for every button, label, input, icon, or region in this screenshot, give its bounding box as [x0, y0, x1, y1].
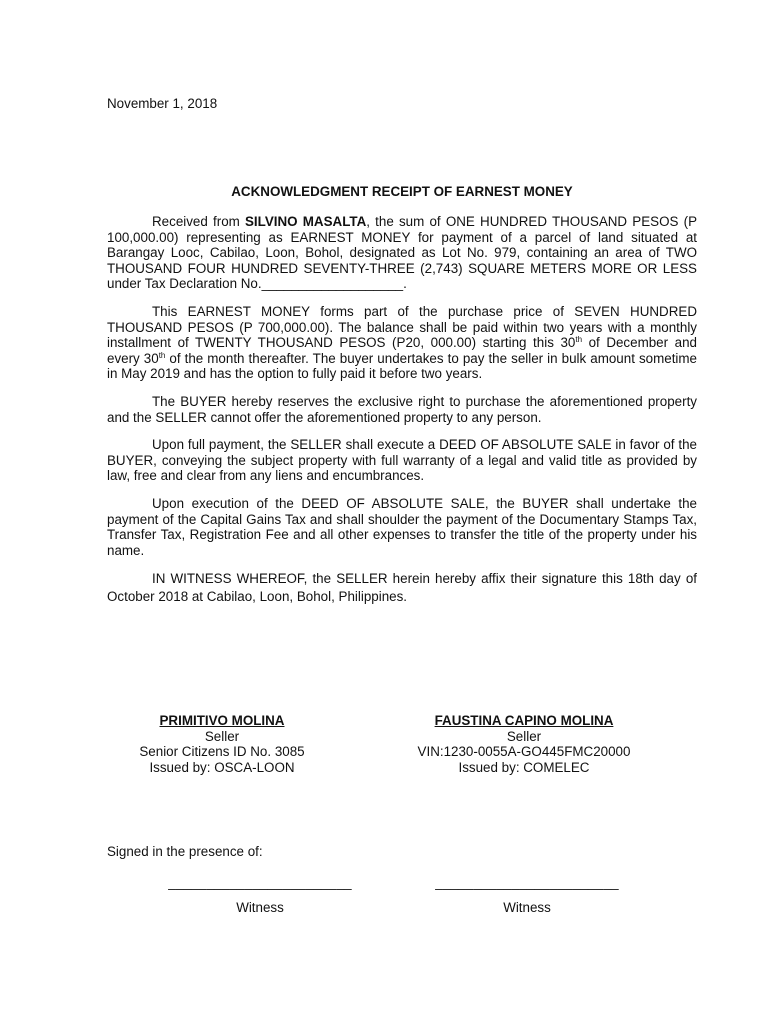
paragraph-text: of December and every 30: [107, 335, 697, 366]
document-title: ACKNOWLEDGMENT RECEIPT OF EARNEST MONEY: [231, 184, 573, 199]
signatory-id: Senior Citizens ID No. 3085: [139, 744, 305, 760]
witness-1: [140, 875, 380, 916]
signatory-seller-1: [92, 713, 352, 775]
signatory-issued-by: Issued by: OSCA-LOON: [149, 759, 295, 775]
signatory-name: FAUSTINA CAPINO MOLINA: [434, 713, 614, 728]
signatory-name: PRIMITIVO MOLINA: [159, 713, 285, 728]
ordinal-suffix: th: [575, 335, 583, 345]
witness-signature-line: ________________________: [435, 875, 619, 890]
signatory-role: Seller: [204, 728, 240, 744]
signatory-id: VIN:1230-0055A-GO445FMC20000: [417, 744, 631, 760]
paragraph-text: Received from: [152, 214, 245, 229]
paragraph-earnest-money-receipt: [107, 214, 697, 292]
paragraph-text: of the month thereafter. The buyer undertakes to pay the seller in bulk amount sometime in May 2019 and has the option to fully paid it before two years.: [107, 350, 697, 382]
paragraph-full-payment: Upon full payment, the SELLER shall execute a DEED OF ABSOLUTE SALE in favor of the BUYER, conveying the subject property with full warranty of a legal and valid title as provided by law, free and clear from any liens and encumbrances.: [107, 437, 697, 484]
paragraph-purchase-price: [107, 304, 697, 382]
paragraph-deed-execution: Upon execution of the DEED OF ABSOLUTE SALE, the BUYER shall undertake the payment of the Capital Gains Tax and shall shoulder the payment of the Documentary Stamps Tax, Transfer Tax, Registration Fee and all other expenses to transfer the title of the property under his name.: [107, 495, 697, 558]
signatory-issued-by: Issued by: COMELEC: [458, 759, 590, 775]
witness-label: Witness: [503, 900, 551, 915]
signatory-role: Seller: [506, 728, 542, 744]
payer-name: SILVINO MASALTA: [245, 214, 367, 229]
document-date: November 1, 2018: [107, 96, 218, 111]
witness-2: [407, 875, 647, 916]
document-body: [107, 214, 697, 618]
witness-label: Witness: [236, 900, 284, 915]
signatory-seller-2: [394, 713, 654, 775]
ordinal-suffix: th: [158, 350, 166, 360]
paragraph-text: This EARNEST MONEY forms part of the purchase price of SEVEN HUNDRED THOUSAND PESOS (P 700,000.00). The balance shall be paid within two years with a monthly installment of TWENTY THOUSAND PESOS (P20, 000.00) starting this 30: [107, 303, 697, 351]
signed-in-presence-label: Signed in the presence of:: [107, 844, 263, 859]
paragraph-buyer-rights: The BUYER hereby reserves the exclusive right to purchase the aforementioned property and the SELLER cannot offer the aforementioned property to any person.: [107, 393, 697, 425]
paragraph-text: , the sum of ONE HUNDRED THOUSAND PESOS (P 100,000.00) representing as EARNEST MONEY for payment of a parcel of land situated at Barangay Looc, Cabilao, Loon, Bohol, designated as Lot No. 979, containing an area of TWO THOUSAND FOUR HUNDRED SEVENTY-THREE (2,743) SQUARE METERS MORE OR LESS under Tax Declaration No.___________________.: [107, 214, 698, 292]
paragraph-witness-whereof: IN WITNESS WHEREOF, the SELLER herein hereby affix their signature this 18th day of October 2018 at Cabilao, Loon, Bohol, Philippines.: [107, 571, 697, 605]
witness-signature-line: ________________________: [168, 875, 352, 890]
